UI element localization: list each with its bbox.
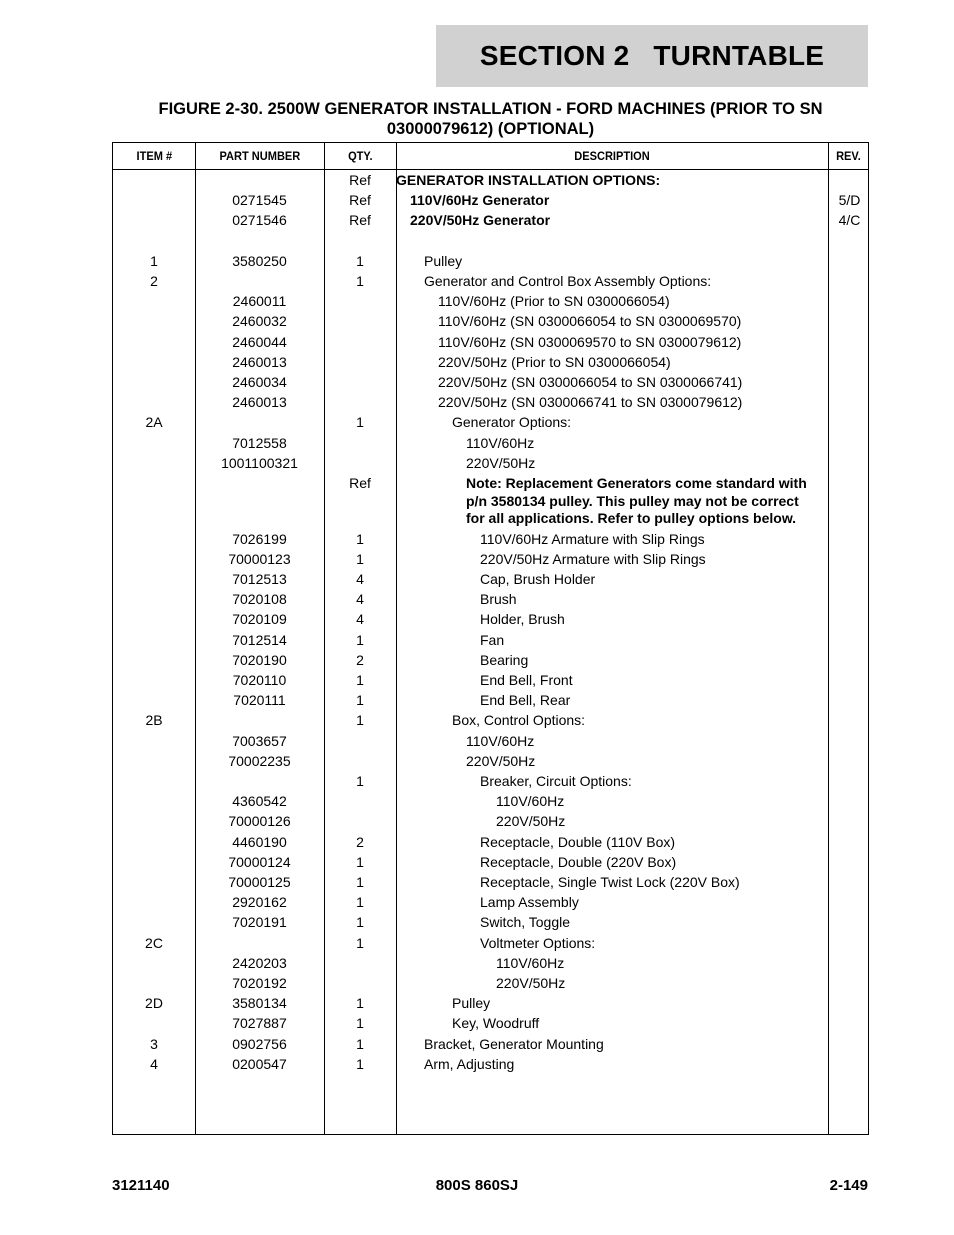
description: Receptacle, Double (110V Box) <box>480 833 676 850</box>
header-item: ITEM # <box>136 149 172 163</box>
description: Bearing <box>480 651 529 668</box>
description: 220V/50Hz Generator <box>410 212 551 229</box>
table-row <box>113 291 868 311</box>
quantity: 4 <box>356 570 364 587</box>
quantity: 1 <box>356 631 364 648</box>
revision: 5/D <box>838 192 861 209</box>
table-row <box>113 670 868 690</box>
description: 110V/60Hz (SN 0300069570 to SN 0300079612) <box>438 333 742 350</box>
table-row <box>113 372 868 392</box>
description: 110V/60Hz (SN 0300066054 to SN 0300069570) <box>438 313 742 330</box>
table-row <box>113 1034 868 1054</box>
table-row <box>113 311 868 331</box>
table-row <box>113 1013 868 1033</box>
item-number: 2A <box>145 414 163 431</box>
description: 110V/60Hz (Prior to SN 0300066054) <box>438 293 670 310</box>
section-title: SECTION 2 TURNTABLE <box>479 40 825 71</box>
part-number: 2920162 <box>232 894 287 911</box>
description: 220V/50Hz (SN 0300066741 to SN 0300079612) <box>438 394 743 411</box>
table-row <box>113 529 868 549</box>
table-row <box>113 832 868 852</box>
part-number: 7012513 <box>232 570 287 587</box>
part-number: 7020191 <box>232 914 287 931</box>
item-number: 4 <box>150 1055 158 1072</box>
table-row <box>113 473 868 529</box>
part-number: 0902756 <box>232 1035 287 1052</box>
table-row <box>113 231 868 251</box>
quantity: Ref <box>349 192 371 209</box>
quantity: Ref <box>349 172 371 188</box>
part-number: 0271545 <box>232 192 287 209</box>
part-number: 7012558 <box>232 434 287 451</box>
quantity: Ref <box>349 475 371 491</box>
description: Pulley <box>424 252 463 269</box>
part-number: 3580250 <box>232 252 287 269</box>
part-number: 7012514 <box>232 631 287 648</box>
part-number: 2460032 <box>232 313 287 330</box>
table-row <box>113 453 868 473</box>
part-number: 0200547 <box>232 1055 287 1072</box>
part-number: 7020192 <box>232 974 287 991</box>
table-row <box>113 609 868 629</box>
description: Generator and Control Box Assembly Options: <box>424 273 712 289</box>
quantity: 1 <box>356 853 364 870</box>
quantity: 4 <box>356 611 364 628</box>
quantity: 1 <box>356 1055 364 1072</box>
description: Note: Replacement Generators come standard with p/n 3580134 pulley. This pulley may not be correct for all applications. Refer to pulley options below. <box>466 475 807 526</box>
quantity: 2 <box>356 651 364 668</box>
part-number: 4460190 <box>232 833 287 850</box>
table-row <box>113 210 868 230</box>
part-number: 7020109 <box>232 611 287 628</box>
table-row <box>113 332 868 352</box>
description: GENERATOR INSTALLATION OPTIONS: <box>396 172 661 188</box>
description: 220V/50Hz <box>496 813 566 830</box>
part-number: 7020110 <box>232 671 287 688</box>
description: 220V/50Hz <box>466 454 536 471</box>
part-number: 1001100321 <box>221 454 298 471</box>
header-part-number: PART NUMBER <box>219 149 300 163</box>
quantity: 1 <box>356 530 364 547</box>
header-qty: QTY. <box>347 149 373 163</box>
description: Bracket, Generator Mounting <box>424 1035 604 1052</box>
parts-table <box>112 142 869 1135</box>
quantity: 2 <box>356 833 364 850</box>
part-number: 2420203 <box>232 954 287 971</box>
table-row <box>113 251 868 271</box>
table-row <box>113 892 868 912</box>
part-number: 70000123 <box>228 550 291 567</box>
description: Key, Woodruff <box>452 1015 540 1032</box>
part-number: 7020190 <box>232 651 287 668</box>
part-number: 7020108 <box>232 591 287 608</box>
description: 110V/60Hz Generator <box>410 192 550 209</box>
quantity: Ref <box>349 212 371 229</box>
description: 220V/50Hz <box>466 752 536 769</box>
table-row <box>113 549 868 569</box>
table-row <box>113 852 868 872</box>
table-row <box>113 392 868 412</box>
quantity: 1 <box>356 671 364 688</box>
table-row <box>113 412 868 432</box>
table-row <box>113 953 868 973</box>
part-number: 70000124 <box>228 853 291 870</box>
description: 220V/50Hz Armature with Slip Rings <box>480 550 706 567</box>
table-row <box>113 433 868 453</box>
table-row <box>113 650 868 670</box>
table-row <box>113 973 868 993</box>
part-number: 7026199 <box>232 530 287 547</box>
description: Pulley <box>452 995 491 1012</box>
footer-page-number: 2-149 <box>829 1177 868 1194</box>
table-row <box>113 731 868 751</box>
quantity: 1 <box>356 1015 364 1032</box>
description: Box, Control Options: <box>452 712 586 729</box>
quantity: 1 <box>356 934 364 951</box>
quantity: 1 <box>356 550 364 567</box>
description: Holder, Brush <box>480 611 565 628</box>
part-number: 3580134 <box>232 995 287 1012</box>
header-rev: REV. <box>836 149 861 163</box>
table-row <box>113 271 868 291</box>
table-row <box>113 589 868 609</box>
part-number: 2460013 <box>232 394 287 411</box>
table-row <box>113 751 868 771</box>
quantity: 1 <box>356 273 364 289</box>
description: End Bell, Rear <box>480 692 571 709</box>
table-row <box>113 569 868 589</box>
description: Arm, Adjusting <box>424 1055 515 1072</box>
description: Receptacle, Double (220V Box) <box>480 853 677 870</box>
description: 110V/60Hz <box>496 954 565 971</box>
quantity: 1 <box>356 772 364 789</box>
part-number: 7003657 <box>232 732 287 749</box>
quantity: 1 <box>356 894 364 911</box>
description: Lamp Assembly <box>480 894 579 911</box>
table-row <box>113 630 868 650</box>
description: 110V/60Hz <box>466 732 535 749</box>
part-number: 7020111 <box>233 692 286 709</box>
description: 220V/50Hz (Prior to SN 0300066054) <box>438 353 671 370</box>
section-banner <box>436 25 868 87</box>
part-number: 70000125 <box>228 873 291 890</box>
part-number: 4360542 <box>232 793 287 810</box>
item-number: 2C <box>145 934 163 951</box>
description: Breaker, Circuit Options: <box>480 772 632 789</box>
figure-title-line1: FIGURE 2-30. 2500W GENERATOR INSTALLATION - FORD MACHINES (PRIOR TO SN <box>158 100 823 118</box>
header-description: DESCRIPTION <box>574 149 650 163</box>
description: 110V/60Hz Armature with Slip Rings <box>480 530 705 547</box>
quantity: 1 <box>356 252 364 269</box>
footer-doc-number: 3121140 <box>112 1177 170 1194</box>
description: 220V/50Hz <box>496 974 566 991</box>
figure-title <box>112 99 869 139</box>
part-number: 2460034 <box>232 374 287 390</box>
table-row <box>113 872 868 892</box>
table-row <box>113 190 868 210</box>
part-number: 2460013 <box>232 353 287 370</box>
table-row <box>113 993 868 1013</box>
quantity: 1 <box>356 995 364 1012</box>
table-row <box>113 1054 868 1074</box>
quantity: 1 <box>356 873 364 890</box>
item-number: 1 <box>150 252 158 269</box>
quantity: 4 <box>356 591 364 608</box>
table-row <box>113 771 868 791</box>
footer-model: 800S 860SJ <box>435 1177 519 1194</box>
table-row <box>113 690 868 710</box>
description: Receptacle, Single Twist Lock (220V Box) <box>480 873 740 890</box>
part-number: 2460011 <box>232 293 287 310</box>
description: End Bell, Front <box>480 671 573 688</box>
part-number: 0271546 <box>232 212 287 229</box>
description: Brush <box>480 591 517 608</box>
quantity: 1 <box>356 712 364 729</box>
table-row <box>113 170 868 190</box>
quantity: 1 <box>356 692 364 709</box>
description: Switch, Toggle <box>480 914 571 931</box>
figure-title-line2: 03000079612) (OPTIONAL) <box>386 120 595 138</box>
item-number: 2 <box>150 273 158 289</box>
description: 110V/60Hz <box>496 793 565 810</box>
part-number: 2460044 <box>232 333 287 350</box>
table-row <box>113 352 868 372</box>
description: 220V/50Hz (SN 0300066054 to SN 0300066741) <box>438 374 743 390</box>
description: Voltmeter Options: <box>480 934 596 951</box>
quantity: 1 <box>356 914 364 931</box>
table-row <box>113 710 868 730</box>
description: Cap, Brush Holder <box>480 570 596 587</box>
item-number: 3 <box>150 1035 158 1052</box>
table-row <box>113 912 868 932</box>
description: 110V/60Hz <box>466 434 535 451</box>
part-number: 70000126 <box>228 813 291 830</box>
description: Fan <box>480 631 505 648</box>
description: Generator Options: <box>452 414 572 431</box>
revision: 4/C <box>838 212 861 229</box>
item-number: 2B <box>145 712 163 729</box>
table-row <box>113 811 868 831</box>
part-number: 70002235 <box>228 752 291 769</box>
quantity: 1 <box>356 1035 364 1052</box>
table-row <box>113 791 868 811</box>
quantity: 1 <box>356 414 364 431</box>
table-row <box>113 933 868 953</box>
item-number: 2D <box>145 995 163 1012</box>
part-number: 7027887 <box>232 1015 287 1032</box>
